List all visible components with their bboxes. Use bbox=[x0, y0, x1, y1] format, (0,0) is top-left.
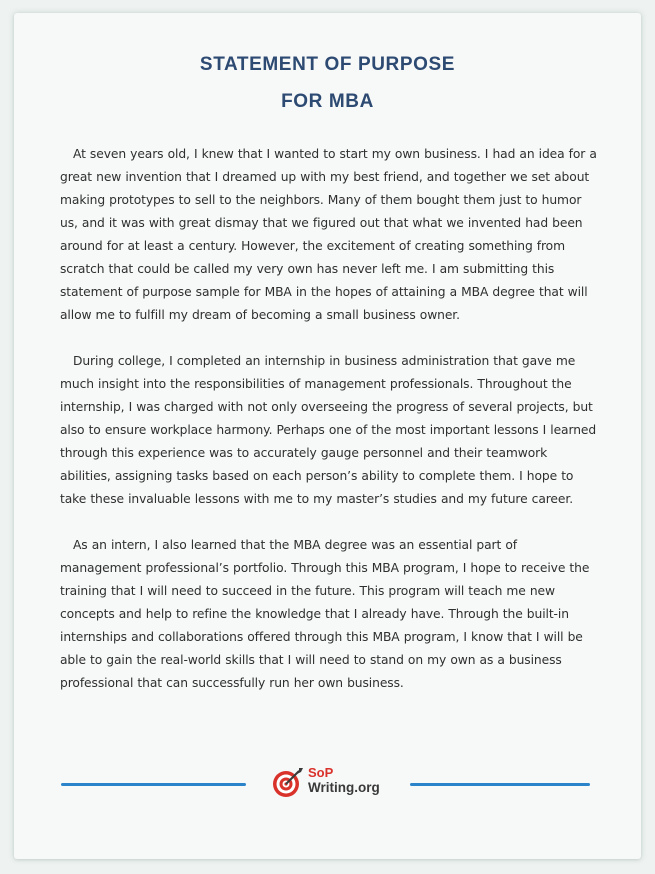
logo-text-writing: Writing.org bbox=[308, 780, 380, 795]
logo-text-sop: SoP bbox=[308, 765, 334, 780]
document-body bbox=[60, 143, 598, 695]
footer-divider-left bbox=[61, 783, 246, 786]
footer-divider-right bbox=[410, 783, 590, 786]
target-arrow-icon bbox=[272, 767, 304, 799]
paragraph: At seven years old, I knew that I wanted to start my own business. I had an idea for a great new invention that I dreamed up with my best friend, and together we set about making prototypes to sell to the neighbors. Many of them bought them just to humor us, and it was with great dismay that we figured out that what we invented had been around for at least a century. However, the excitement of creating something from scratch that could be called my very own has never left me. I am submitting this statement of purpose sample for MBA in the hopes of attaining a MBA degree that will allow me to fulfill my dream of becoming a small business owner. bbox=[60, 147, 597, 322]
document-title-line-2: FOR MBA bbox=[281, 91, 374, 112]
sop-writing-logo bbox=[272, 763, 392, 803]
document-page bbox=[14, 13, 641, 859]
document-title-line-1: STATEMENT OF PURPOSE bbox=[199, 54, 456, 75]
paragraph: As an intern, I also learned that the MBA degree was an essential part of management professional’s portfolio. Through this MBA program, I hope to receive the training that I will need to succeed in the future. This program will teach me new concepts and help to refine the knowledge that I already have. Through the built-in internships and collaborations offered through this MBA program, I know that I will be able to gain the real-world skills that I will need to stand on my own as a business professional that can successfully run her own business. bbox=[60, 538, 590, 690]
paragraph: During college, I completed an internship in business administration that gave me much insight into the responsibilities of management professionals. Throughout the internship, I was charged with not only overseeing the progress of several projects, but also to ensure workplace harmony. Perhaps one of the most important lessons I learned through this experience was to accurately gauge personnel and their teamwork abilities, assigning tasks based on each person’s ability to complete them. I hope to take these invaluable lessons with me to my master’s studies and my future career. bbox=[60, 354, 597, 506]
